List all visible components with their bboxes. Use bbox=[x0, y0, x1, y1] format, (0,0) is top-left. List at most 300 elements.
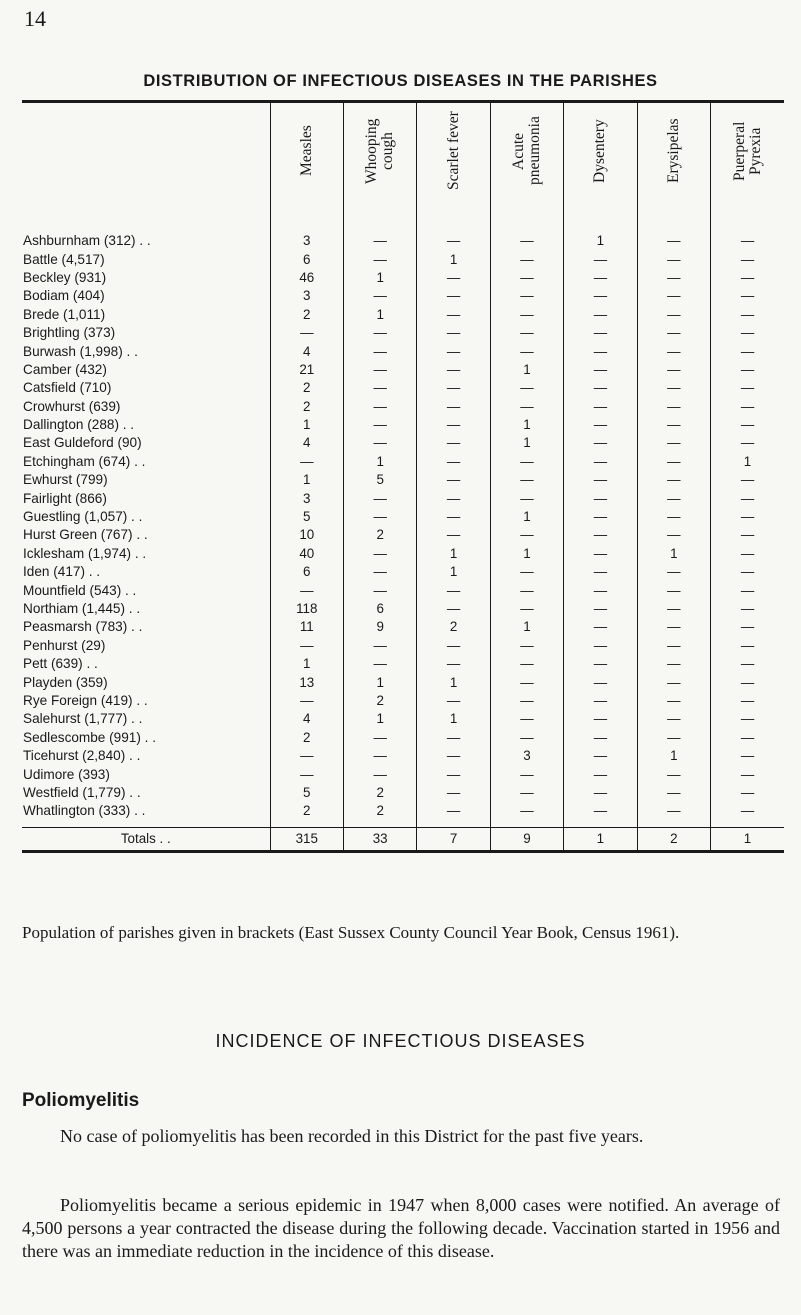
parish-name: Playden (359) bbox=[23, 674, 108, 690]
count-cell: — bbox=[343, 765, 416, 783]
count-cell: — bbox=[343, 545, 416, 563]
table-row bbox=[22, 250, 784, 268]
count-cell: 1 bbox=[417, 545, 490, 563]
count-cell: — bbox=[564, 471, 637, 489]
parish-name: Etchingham (674) . . bbox=[23, 453, 146, 469]
table-row bbox=[22, 398, 784, 416]
count-cell: — bbox=[637, 361, 710, 379]
count-cell: 1 bbox=[343, 306, 416, 324]
parish-name: Guestling (1,057) . . bbox=[23, 509, 143, 525]
parish-name: Ewhurst (799) bbox=[23, 472, 108, 488]
count-cell: 40 bbox=[270, 545, 343, 563]
total-cell: 315 bbox=[270, 827, 343, 850]
parish-name: Udimore (393) bbox=[23, 766, 110, 782]
parish-name: Sedlescombe (991) . . bbox=[23, 729, 156, 745]
count-cell: — bbox=[564, 784, 637, 802]
count-cell: 3 bbox=[270, 489, 343, 507]
count-cell: — bbox=[564, 637, 637, 655]
count-cell: — bbox=[564, 618, 637, 636]
count-cell: 13 bbox=[270, 673, 343, 691]
count-cell: — bbox=[417, 379, 490, 397]
count-cell: — bbox=[343, 434, 416, 452]
count-cell: — bbox=[564, 600, 637, 618]
count-cell: — bbox=[711, 710, 784, 728]
table-body bbox=[22, 218, 784, 827]
table-row bbox=[22, 747, 784, 765]
count-cell: — bbox=[417, 784, 490, 802]
table-row bbox=[22, 342, 784, 360]
count-cell: 1 bbox=[417, 673, 490, 691]
count-cell: — bbox=[711, 324, 784, 342]
count-cell: — bbox=[711, 250, 784, 268]
count-cell: — bbox=[564, 710, 637, 728]
count-cell: 2 bbox=[343, 784, 416, 802]
count-cell: — bbox=[490, 581, 563, 599]
count-cell: — bbox=[564, 416, 637, 434]
count-cell: — bbox=[343, 342, 416, 360]
count-cell: 6 bbox=[343, 600, 416, 618]
count-cell: 1 bbox=[490, 508, 563, 526]
count-cell: — bbox=[711, 563, 784, 581]
count-cell: — bbox=[564, 747, 637, 765]
column-header-measles: Measles bbox=[270, 103, 343, 218]
table-row bbox=[22, 306, 784, 324]
count-cell: — bbox=[490, 324, 563, 342]
count-cell: — bbox=[637, 784, 710, 802]
count-cell: 1 bbox=[490, 545, 563, 563]
parish-name: Battle (4,517) bbox=[23, 251, 105, 267]
count-cell: 4 bbox=[270, 342, 343, 360]
count-cell: — bbox=[711, 342, 784, 360]
count-cell: — bbox=[343, 563, 416, 581]
table-row bbox=[22, 416, 784, 434]
count-cell: — bbox=[490, 710, 563, 728]
count-cell: — bbox=[564, 526, 637, 544]
table-row bbox=[22, 692, 784, 710]
count-cell: 2 bbox=[270, 379, 343, 397]
count-cell: — bbox=[637, 563, 710, 581]
count-cell: — bbox=[637, 471, 710, 489]
count-cell: — bbox=[637, 600, 710, 618]
count-cell: 2 bbox=[270, 306, 343, 324]
count-cell: — bbox=[711, 434, 784, 452]
count-cell: — bbox=[343, 747, 416, 765]
table-row bbox=[22, 600, 784, 618]
count-cell: — bbox=[637, 710, 710, 728]
count-cell: 5 bbox=[343, 471, 416, 489]
count-cell: 1 bbox=[637, 545, 710, 563]
column-header-whooping-cough: Whooping cough bbox=[343, 103, 416, 218]
total-cell: 1 bbox=[564, 827, 637, 850]
total-cell: 7 bbox=[417, 827, 490, 850]
count-cell: — bbox=[417, 765, 490, 783]
count-cell: 1 bbox=[637, 747, 710, 765]
total-cell: 9 bbox=[490, 827, 563, 850]
page-title: DISTRIBUTION OF INFECTIOUS DISEASES IN THE PARISHES bbox=[143, 72, 658, 90]
count-cell: — bbox=[490, 379, 563, 397]
parish-name: Northiam (1,445) . . bbox=[23, 601, 141, 616]
count-cell: — bbox=[564, 398, 637, 416]
count-cell: — bbox=[637, 692, 710, 710]
count-cell: — bbox=[711, 545, 784, 563]
count-cell: — bbox=[270, 747, 343, 765]
parish-name: Salehurst (1,777) . . bbox=[23, 711, 143, 727]
parish-name: Ashburnham (312) . . bbox=[23, 233, 151, 249]
count-cell: — bbox=[490, 306, 563, 324]
count-cell: 1 bbox=[490, 434, 563, 452]
count-cell: 4 bbox=[270, 710, 343, 728]
count-cell: — bbox=[490, 453, 563, 471]
column-header-dysentery: Dysentery bbox=[564, 103, 637, 218]
count-cell: — bbox=[343, 729, 416, 747]
count-cell: 1 bbox=[564, 218, 637, 250]
count-cell: — bbox=[637, 398, 710, 416]
table-bottom-rule bbox=[22, 850, 784, 853]
parish-name: Catsfield (710) bbox=[23, 380, 112, 396]
count-cell: 21 bbox=[270, 361, 343, 379]
parish-name: Camber (432) bbox=[23, 361, 107, 377]
count-cell: — bbox=[490, 563, 563, 581]
count-cell: — bbox=[564, 250, 637, 268]
count-cell: 3 bbox=[490, 747, 563, 765]
count-cell: — bbox=[417, 342, 490, 360]
count-cell: — bbox=[637, 434, 710, 452]
count-cell: — bbox=[417, 287, 490, 305]
count-cell: 2 bbox=[417, 618, 490, 636]
count-cell: — bbox=[711, 618, 784, 636]
count-cell: 6 bbox=[270, 563, 343, 581]
parish-name: Icklesham (1,974) . . bbox=[23, 545, 147, 561]
parish-name: Beckley (931) bbox=[23, 269, 107, 285]
table-row bbox=[22, 673, 784, 691]
parish-name: Whatlington (333) . . bbox=[23, 803, 146, 819]
count-cell: 10 bbox=[270, 526, 343, 544]
parish-name: Brightling (373) bbox=[23, 325, 116, 341]
count-cell: — bbox=[637, 673, 710, 691]
count-cell: — bbox=[564, 563, 637, 581]
table-row bbox=[22, 637, 784, 655]
count-cell: 1 bbox=[417, 563, 490, 581]
count-cell: — bbox=[564, 434, 637, 452]
parish-name: Dallington (288) . . bbox=[23, 417, 135, 433]
count-cell: 1 bbox=[417, 250, 490, 268]
count-cell: 1 bbox=[343, 269, 416, 287]
table-row bbox=[22, 379, 784, 397]
count-cell: — bbox=[711, 489, 784, 507]
count-cell: — bbox=[711, 361, 784, 379]
table-row bbox=[22, 434, 784, 452]
count-cell: 1 bbox=[490, 416, 563, 434]
count-cell: — bbox=[417, 361, 490, 379]
count-cell: 2 bbox=[270, 729, 343, 747]
table-row bbox=[22, 563, 784, 581]
count-cell: — bbox=[711, 306, 784, 324]
count-cell: — bbox=[417, 434, 490, 452]
count-cell: — bbox=[711, 581, 784, 599]
table-row bbox=[22, 710, 784, 728]
table-row bbox=[22, 489, 784, 507]
count-cell: — bbox=[564, 306, 637, 324]
count-cell: — bbox=[711, 287, 784, 305]
parish-name: Iden (417) . . bbox=[23, 564, 101, 580]
count-cell: — bbox=[490, 692, 563, 710]
count-cell: 118 bbox=[270, 600, 343, 618]
count-cell: — bbox=[711, 379, 784, 397]
count-cell: — bbox=[711, 673, 784, 691]
column-header-puerperal-pyrexia: Puerperal Pyrexia bbox=[711, 103, 784, 218]
count-cell: — bbox=[490, 802, 563, 827]
count-cell: 1 bbox=[711, 453, 784, 471]
count-cell: — bbox=[564, 379, 637, 397]
column-header-scarlet-fever: Scarlet fever bbox=[417, 103, 490, 218]
table-row bbox=[22, 784, 784, 802]
count-cell: — bbox=[343, 287, 416, 305]
count-cell: — bbox=[490, 673, 563, 691]
count-cell: — bbox=[417, 471, 490, 489]
table-row bbox=[22, 526, 784, 544]
count-cell: 2 bbox=[270, 802, 343, 827]
total-cell: 2 bbox=[637, 827, 710, 850]
count-cell: — bbox=[343, 250, 416, 268]
count-cell: — bbox=[343, 379, 416, 397]
count-cell: — bbox=[637, 250, 710, 268]
count-cell: — bbox=[417, 416, 490, 434]
diseases-table-container bbox=[22, 100, 784, 853]
count-cell: — bbox=[711, 655, 784, 673]
count-cell: — bbox=[637, 581, 710, 599]
count-cell: — bbox=[417, 600, 490, 618]
count-cell: 1 bbox=[343, 673, 416, 691]
count-cell: — bbox=[564, 361, 637, 379]
count-cell: — bbox=[417, 802, 490, 827]
table-header-row bbox=[22, 103, 784, 218]
count-cell: 1 bbox=[417, 710, 490, 728]
count-cell: — bbox=[417, 489, 490, 507]
count-cell: — bbox=[490, 784, 563, 802]
count-cell: — bbox=[637, 218, 710, 250]
count-cell: 3 bbox=[270, 218, 343, 250]
count-cell: — bbox=[564, 802, 637, 827]
count-cell: 1 bbox=[343, 453, 416, 471]
count-cell: — bbox=[711, 747, 784, 765]
count-cell: 1 bbox=[490, 618, 563, 636]
count-cell: — bbox=[417, 655, 490, 673]
table-row bbox=[22, 729, 784, 747]
count-cell: — bbox=[490, 655, 563, 673]
count-cell: — bbox=[637, 618, 710, 636]
table-footnote: Population of parishes given in brackets (East Sussex County Council Year Book, Census 1961). bbox=[22, 923, 680, 942]
count-cell: 9 bbox=[343, 618, 416, 636]
table-row bbox=[22, 361, 784, 379]
count-cell: — bbox=[343, 581, 416, 599]
count-cell: 11 bbox=[270, 618, 343, 636]
count-cell: — bbox=[343, 416, 416, 434]
count-cell: — bbox=[637, 287, 710, 305]
count-cell: 5 bbox=[270, 784, 343, 802]
parish-name: Fairlight (866) bbox=[23, 490, 107, 506]
count-cell: — bbox=[343, 398, 416, 416]
count-cell: — bbox=[490, 600, 563, 618]
paragraph: No case of poliomyelitis has been recorded in this District for the past five years. bbox=[60, 1126, 644, 1146]
count-cell: — bbox=[637, 269, 710, 287]
count-cell: — bbox=[564, 453, 637, 471]
table-row bbox=[22, 655, 784, 673]
parish-name: Crowhurst (639) bbox=[23, 398, 121, 414]
count-cell: — bbox=[711, 765, 784, 783]
count-cell: — bbox=[270, 453, 343, 471]
count-cell: — bbox=[564, 342, 637, 360]
count-cell: 1 bbox=[343, 710, 416, 728]
count-cell: — bbox=[270, 692, 343, 710]
count-cell: — bbox=[564, 581, 637, 599]
count-cell: — bbox=[490, 637, 563, 655]
paragraph: Poliomyelitis became a serious epidemic in 1947 when 8,000 cases were notified. An average of 4,500 persons a year contracted the disease during the following decade. Vaccination started in 1956 and there was an immediate reduction in the incidence of this disease. bbox=[22, 1195, 780, 1261]
count-cell: — bbox=[711, 508, 784, 526]
parish-name: Brede (1,011) bbox=[23, 306, 106, 322]
count-cell: — bbox=[637, 416, 710, 434]
count-cell: — bbox=[564, 269, 637, 287]
count-cell: — bbox=[490, 250, 563, 268]
count-cell: — bbox=[490, 342, 563, 360]
table-row bbox=[22, 802, 784, 827]
table-row bbox=[22, 218, 784, 250]
table-row bbox=[22, 471, 784, 489]
count-cell: — bbox=[490, 269, 563, 287]
count-cell: — bbox=[564, 765, 637, 783]
table-row bbox=[22, 545, 784, 563]
count-cell: — bbox=[270, 581, 343, 599]
count-cell: — bbox=[711, 692, 784, 710]
count-cell: — bbox=[564, 508, 637, 526]
parish-name: Rye Foreign (419) . . bbox=[23, 692, 148, 708]
table-row bbox=[22, 581, 784, 599]
totals-label: Totals . . bbox=[22, 827, 270, 850]
table-row bbox=[22, 324, 784, 342]
count-cell: — bbox=[417, 581, 490, 599]
count-cell: — bbox=[637, 324, 710, 342]
count-cell: — bbox=[270, 637, 343, 655]
parish-column-header bbox=[22, 103, 270, 218]
count-cell: — bbox=[343, 489, 416, 507]
count-cell: — bbox=[637, 379, 710, 397]
count-cell: — bbox=[711, 416, 784, 434]
parish-name: East Guldeford (90) bbox=[23, 435, 142, 451]
count-cell: 6 bbox=[270, 250, 343, 268]
count-cell: — bbox=[637, 508, 710, 526]
count-cell: — bbox=[637, 342, 710, 360]
count-cell: — bbox=[490, 287, 563, 305]
count-cell: 1 bbox=[270, 471, 343, 489]
count-cell: 2 bbox=[270, 398, 343, 416]
count-cell: — bbox=[711, 600, 784, 618]
parish-name: Bodiam (404) bbox=[23, 288, 105, 304]
count-cell: — bbox=[711, 471, 784, 489]
parish-name: Burwash (1,998) . . bbox=[23, 343, 138, 359]
count-cell: — bbox=[711, 526, 784, 544]
count-cell: — bbox=[564, 489, 637, 507]
count-cell: — bbox=[637, 489, 710, 507]
count-cell: — bbox=[417, 637, 490, 655]
count-cell: — bbox=[490, 489, 563, 507]
count-cell: 46 bbox=[270, 269, 343, 287]
table-row bbox=[22, 453, 784, 471]
count-cell: — bbox=[343, 655, 416, 673]
parish-name: Peasmarsh (783) . . bbox=[23, 619, 143, 635]
count-cell: — bbox=[490, 765, 563, 783]
count-cell: — bbox=[417, 324, 490, 342]
count-cell: — bbox=[711, 802, 784, 827]
count-cell: 2 bbox=[343, 692, 416, 710]
totals-row bbox=[22, 827, 784, 850]
table-row bbox=[22, 269, 784, 287]
count-cell: — bbox=[637, 637, 710, 655]
section-title: INCIDENCE OF INFECTIOUS DISEASES bbox=[215, 1031, 586, 1051]
count-cell: — bbox=[417, 398, 490, 416]
count-cell: — bbox=[417, 729, 490, 747]
table-row bbox=[22, 508, 784, 526]
count-cell: 1 bbox=[270, 416, 343, 434]
count-cell: 3 bbox=[270, 287, 343, 305]
count-cell: — bbox=[711, 784, 784, 802]
count-cell: — bbox=[343, 218, 416, 250]
count-cell: — bbox=[711, 637, 784, 655]
table-row bbox=[22, 618, 784, 636]
column-header-erysipelas: Erysipelas bbox=[637, 103, 710, 218]
count-cell: 5 bbox=[270, 508, 343, 526]
count-cell: — bbox=[564, 673, 637, 691]
count-cell: — bbox=[711, 729, 784, 747]
count-cell: — bbox=[270, 765, 343, 783]
count-cell: — bbox=[564, 729, 637, 747]
count-cell: — bbox=[417, 269, 490, 287]
parish-name: Westfield (1,779) . . bbox=[23, 784, 141, 800]
table-row bbox=[22, 287, 784, 305]
parish-name: Ticehurst (2,840) . . bbox=[23, 748, 141, 764]
count-cell: — bbox=[490, 398, 563, 416]
count-cell: — bbox=[711, 398, 784, 416]
column-header-acute-pneumonia: Acute pneumonia bbox=[490, 103, 563, 218]
count-cell: — bbox=[343, 361, 416, 379]
count-cell: — bbox=[637, 453, 710, 471]
count-cell: — bbox=[270, 324, 343, 342]
count-cell: — bbox=[637, 655, 710, 673]
count-cell: 2 bbox=[343, 802, 416, 827]
count-cell: — bbox=[637, 729, 710, 747]
count-cell: — bbox=[417, 508, 490, 526]
count-cell: 1 bbox=[270, 655, 343, 673]
count-cell: — bbox=[564, 655, 637, 673]
count-cell: — bbox=[490, 218, 563, 250]
count-cell: — bbox=[490, 729, 563, 747]
diseases-table bbox=[22, 103, 784, 850]
count-cell: — bbox=[637, 306, 710, 324]
table-row bbox=[22, 765, 784, 783]
count-cell: — bbox=[343, 324, 416, 342]
count-cell: — bbox=[343, 637, 416, 655]
count-cell: — bbox=[711, 269, 784, 287]
parish-name: Hurst Green (767) . . bbox=[23, 527, 148, 543]
count-cell: — bbox=[564, 692, 637, 710]
count-cell: — bbox=[417, 218, 490, 250]
count-cell: — bbox=[417, 526, 490, 544]
count-cell: — bbox=[490, 526, 563, 544]
count-cell: — bbox=[637, 765, 710, 783]
count-cell: — bbox=[564, 545, 637, 563]
count-cell: — bbox=[564, 287, 637, 305]
subsection-title: Poliomyelitis bbox=[22, 1090, 140, 1111]
parish-name: Penhurst (29) bbox=[23, 637, 106, 653]
count-cell: — bbox=[637, 802, 710, 827]
